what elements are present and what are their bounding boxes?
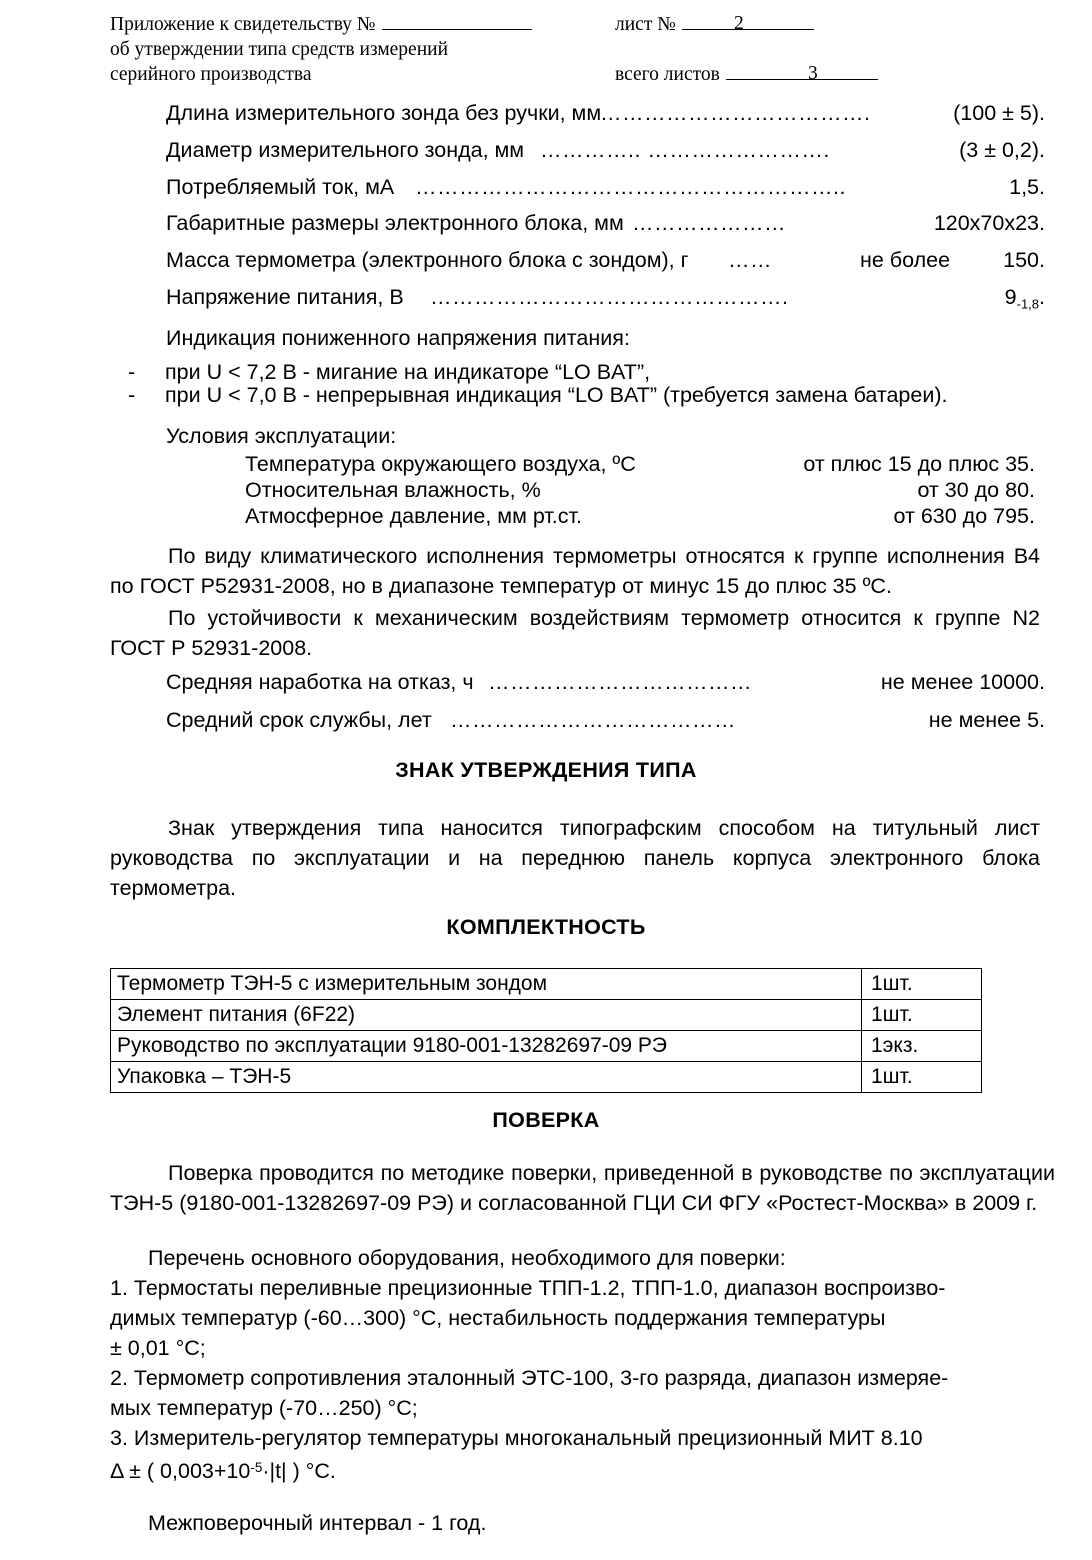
verification-item-1-line-3: ± 0,01 °С; — [110, 1336, 206, 1360]
spec-value — [1005, 285, 1045, 312]
condition-row-humidity — [110, 478, 1035, 504]
spec-row-supply-voltage — [110, 285, 1045, 312]
total-sheets-value: 3 — [807, 63, 818, 84]
paragraph-climate-class: По виду климатического исполнения термометры относятся к группе исполнения В4 по ГОСТ Р52931-2008, но в диапазоне температур от минус 15 до плюс 35 ºС. — [110, 544, 1040, 598]
document-header — [110, 12, 1040, 87]
certificate-number-blank[interactable] — [382, 14, 532, 30]
header-line-3: серийного производства — [110, 64, 312, 85]
conditions-title: Условия эксплуатации: — [166, 424, 397, 448]
completeness-table — [110, 968, 982, 1093]
spec-label: Длина измерительного зонда без ручки, мм — [166, 101, 602, 125]
table-cell-item: Элемент питания (6F22) — [111, 1000, 862, 1031]
table-cell-item: Упаковка – ТЭН-5 — [111, 1062, 862, 1093]
spec-value: 120х70х23. — [933, 211, 1045, 235]
header-row-1 — [110, 12, 1040, 37]
spec-value: не менее 10000. — [880, 670, 1045, 694]
verification-item-2-line-1: 2. Термометр сопротивления эталонный ЭТС-100, 3-го разряда, диапазон измеряе- — [110, 1366, 949, 1390]
spec-dots: ………………………………………………….. — [415, 175, 846, 199]
sheet-number-value: 2 — [733, 13, 744, 34]
table-cell-qty: 1шт. — [862, 969, 982, 1000]
table-cell-qty: 1экз. — [862, 1031, 982, 1062]
spec-dots: ………………………………. — [600, 101, 871, 125]
spec-label: Диаметр измерительного зонда, мм — [166, 138, 525, 162]
spec-label: Средний срок службы, лет — [166, 708, 432, 732]
condition-label: Температура окружающего воздуха, ºС — [245, 452, 636, 476]
spec-label: Масса термометра (электронного блока с зондом), г — [166, 248, 689, 272]
formula-prefix: Δ ± ( 0,003+10 — [110, 1459, 251, 1484]
heading-completeness: КОМПЛЕКТНОСТЬ — [446, 915, 646, 939]
spec-label: Средняя наработка на отказ, ч — [166, 670, 474, 694]
spec-value-main: 9 — [1004, 285, 1017, 309]
spec-label: Потребляемый ток, мА — [166, 175, 395, 199]
verification-interval: Межповерочный интервал - 1 год. — [148, 1511, 487, 1535]
condition-value: от 630 до 795. — [893, 504, 1035, 528]
spec-row-mass — [110, 248, 1045, 275]
total-sheets-group — [615, 62, 878, 87]
condition-row-temperature — [110, 452, 1035, 478]
spec-dots: …………………………………………. — [430, 285, 789, 309]
heading-verification: ПОВЕРКА — [492, 1108, 600, 1132]
total-sheets-label: всего листов — [615, 64, 720, 85]
spec-dots: ……………………………… — [488, 670, 752, 694]
verification-list-title: Перечень основного оборудования, необходимого для поверки: — [148, 1246, 786, 1270]
table-row — [111, 969, 982, 1000]
spec-dots: …… — [728, 248, 772, 272]
spec-dots: ………….. ……………………. — [540, 138, 830, 162]
spec-dots: ………………………………… — [450, 708, 736, 732]
verification-item-1-line-1: 1. Термостаты переливные прецизионные ТПП-1.2, ТПП-1.0, диапазон воспроизво- — [110, 1276, 946, 1300]
total-sheets-blank — [726, 63, 878, 84]
sheet-number-blank — [682, 13, 814, 34]
low-voltage-item-1: при U < 7,2 В - мигание на индикаторе “LO BAT”, — [165, 360, 651, 384]
sheet-number-group — [615, 12, 814, 37]
spec-value-tail: . — [1039, 285, 1045, 309]
spec-row-probe-diameter — [110, 138, 1045, 165]
formula-superscript: -5 — [250, 1460, 263, 1475]
certificate-appendix-text: Приложение к свидетельству № — [110, 14, 376, 35]
condition-row-pressure — [110, 504, 1035, 530]
spec-row-dimensions — [110, 211, 1045, 238]
low-voltage-item-2: при U < 7,0 В - непрерывная индикация “LO BAT” (требуется замена батареи). — [165, 383, 948, 407]
paragraph-verification-intro: Поверка проводится по методике поверки, приведенной в руководстве по эксплуатации ТЭН-5 (9180-001-13282697-09 РЭ) и согласованной ГЦИ СИ ФГУ «Ростест-Москва» в 2009 г. — [110, 1161, 1055, 1215]
spec-value-prefix: не более — [860, 248, 951, 272]
verification-item-3: 3. Измеритель-регулятор температуры многоканальный прецизионный МИТ 8.10 — [110, 1426, 923, 1450]
spec-value: не менее 5. — [928, 708, 1045, 732]
certificate-appendix-label — [110, 12, 615, 37]
paragraph-mechanical-class: По устойчивости к механическим воздействиям термометр относится к группе N2 ГОСТ Р 52931-2008. — [110, 606, 1040, 660]
header-line-2: об утверждении типа средств измерений — [110, 39, 449, 60]
spec-row-mtbf — [110, 670, 1045, 697]
paragraph-type-approval-mark: Знак утверждения типа наносится типографским способом на титульный лист руководства по эксплуатации и на переднюю панель корпуса электронного блока термометра. — [110, 816, 1040, 900]
bullet-dash-icon: - — [128, 383, 136, 407]
spec-value-subscript: -1,8 — [1016, 296, 1040, 312]
spec-row-current — [110, 175, 1045, 202]
heading-type-approval-mark: ЗНАК УТВЕРЖДЕНИЯ ТИПА — [395, 758, 697, 782]
spec-label: Напряжение питания, В — [166, 285, 404, 309]
spec-value: (3 ± 0,2). — [959, 138, 1045, 162]
condition-value: от плюс 15 до плюс 35. — [803, 452, 1035, 476]
table-cell-qty: 1шт. — [862, 1062, 982, 1093]
table-cell-qty: 1шт. — [862, 1000, 982, 1031]
condition-value: от 30 до 80. — [917, 478, 1035, 502]
verification-item-1-line-2: димых температур (-60…300) °С, нестабильность поддержания температуры — [110, 1306, 886, 1330]
spec-label: Габаритные размеры электронного блока, мм — [166, 211, 624, 235]
spec-row-service-life — [110, 708, 1045, 735]
spec-value: (100 ± 5). — [953, 101, 1045, 125]
bullet-dash-icon: - — [128, 360, 136, 384]
table-cell-item: Термометр ТЭН-5 с измерительным зондом — [111, 969, 862, 1000]
table-row — [111, 1062, 982, 1093]
verification-formula — [110, 1453, 336, 1486]
spec-value: 1,5. — [1009, 175, 1045, 199]
sheet-number-label: лист № — [615, 14, 676, 35]
header-row-2 — [110, 37, 1040, 62]
header-row-3 — [110, 62, 1040, 87]
condition-label: Атмосферное давление, мм рт.ст. — [245, 504, 582, 528]
low-voltage-title: Индикация пониженного напряжения питания: — [166, 326, 630, 350]
table-row — [111, 1031, 982, 1062]
condition-label: Относительная влажность, % — [245, 478, 541, 502]
table-row — [111, 1000, 982, 1031]
formula-suffix: ·|t| ) °С. — [262, 1459, 336, 1484]
spec-value: 150. — [1003, 248, 1045, 272]
spec-dots: ………………… — [632, 211, 786, 235]
spec-row-probe-length — [110, 101, 1045, 128]
table-cell-item: Руководство по эксплуатации 9180-001-13282697-09 РЭ — [111, 1031, 862, 1062]
verification-item-2-line-2: мых температур (-70…250) °С; — [110, 1396, 418, 1420]
